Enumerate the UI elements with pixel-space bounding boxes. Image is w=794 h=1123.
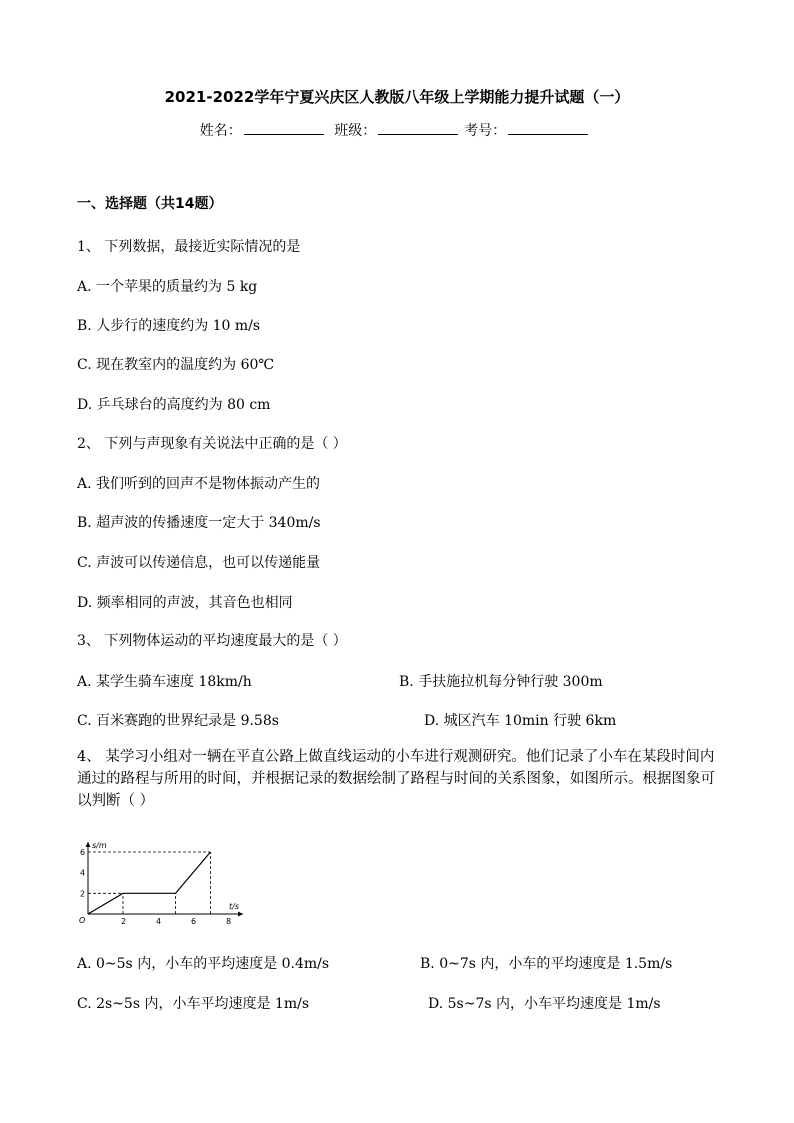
question-3-option-b: B. 手扶施拉机每分钟行驶 300m bbox=[399, 674, 603, 690]
distance-time-chart bbox=[78, 832, 258, 932]
y-tick-label: 4 bbox=[80, 868, 86, 878]
y-tick-label: 6 bbox=[80, 848, 86, 857]
name-field[interactable] bbox=[244, 120, 324, 135]
question-4-option-b: B. 0~7s 内，小车的平均速度是 1.5m/s bbox=[420, 956, 673, 972]
y-axis-label: s/m bbox=[92, 841, 107, 850]
x-tick-label: 4 bbox=[156, 917, 162, 926]
question-1-option-b: B. 人步行的速度约为 10 m/s bbox=[77, 318, 261, 334]
question-1-stem: 1、 下列数据，最接近实际情况的是 bbox=[77, 239, 301, 255]
question-4-option-c: C. 2s~5s 内，小车平均速度是 1m/s bbox=[77, 996, 310, 1012]
y-axis-arrow bbox=[86, 842, 91, 847]
question-4-option-a: A. 0~5s 内，小车的平均速度是 0.4m/s bbox=[77, 956, 330, 972]
x-tick-label: 6 bbox=[191, 917, 197, 926]
question-2-option-b: B. 超声波的传播速度一定大于 340m/s bbox=[77, 515, 321, 531]
x-tick-label: 8 bbox=[226, 917, 232, 926]
question-3-option-d: D. 城区汽车 10min 行驶 6km bbox=[424, 713, 617, 729]
page-title: 2021-2022学年宁夏兴庆区人教版八年级上学期能力提升试题（一） bbox=[164, 88, 630, 106]
x-axis-arrow bbox=[238, 912, 243, 917]
x-axis-label: t/s bbox=[229, 902, 239, 911]
class-field[interactable] bbox=[378, 120, 458, 135]
question-2-option-a: A. 我们听到的回声不是物体振动产生的 bbox=[77, 476, 321, 492]
question-2-option-c: C. 声波可以传递信息，也可以传递能量 bbox=[77, 555, 321, 571]
y-tick-label: 2 bbox=[80, 889, 86, 899]
student-info-line bbox=[0, 120, 794, 140]
exam-label: 考号： bbox=[464, 123, 507, 139]
question-3-option-c: C. 百米赛跑的世界纪录是 9.58s bbox=[77, 713, 279, 729]
exam-number-field[interactable] bbox=[508, 120, 588, 135]
question-1-option-d: D. 乒乓球台的高度约为 80 cm bbox=[77, 397, 271, 413]
question-4-stem: 4、 某学习小组对一辆在平直公路上做直线运动的小车进行观测研究。他们记录了小车在某段时间内通过的路程与所用的时间，并根据记录的数据绘制了路程与时间的关系图象，如图所示。根据图象可以判断（ ） bbox=[77, 749, 715, 809]
distance-time-line bbox=[88, 852, 211, 914]
question-2-option-d: D. 频率相同的声波，其音色也相同 bbox=[77, 595, 293, 611]
class-label: 班级： bbox=[334, 123, 377, 139]
origin-label: O bbox=[79, 916, 86, 925]
question-3-option-a: A. 某学生骑车速度 18km/h bbox=[77, 674, 252, 690]
question-4-option-d: D. 5s~7s 内，小车平均速度是 1m/s bbox=[428, 996, 661, 1012]
x-tick-label: 2 bbox=[121, 917, 127, 926]
question-2-stem: 2、 下列与声现象有关说法中正确的是（ ） bbox=[77, 436, 347, 452]
section-heading: 一、选择题（共14题） bbox=[77, 196, 223, 212]
name-label: 姓名： bbox=[199, 123, 242, 139]
question-3-stem: 3、 下列物体运动的平均速度最大的是（ ） bbox=[77, 633, 347, 649]
question-1-option-a: A. 一个苹果的质量约为 5 kg bbox=[77, 279, 258, 295]
question-1-option-c: C. 现在教室内的温度约为 60℃ bbox=[77, 357, 275, 373]
